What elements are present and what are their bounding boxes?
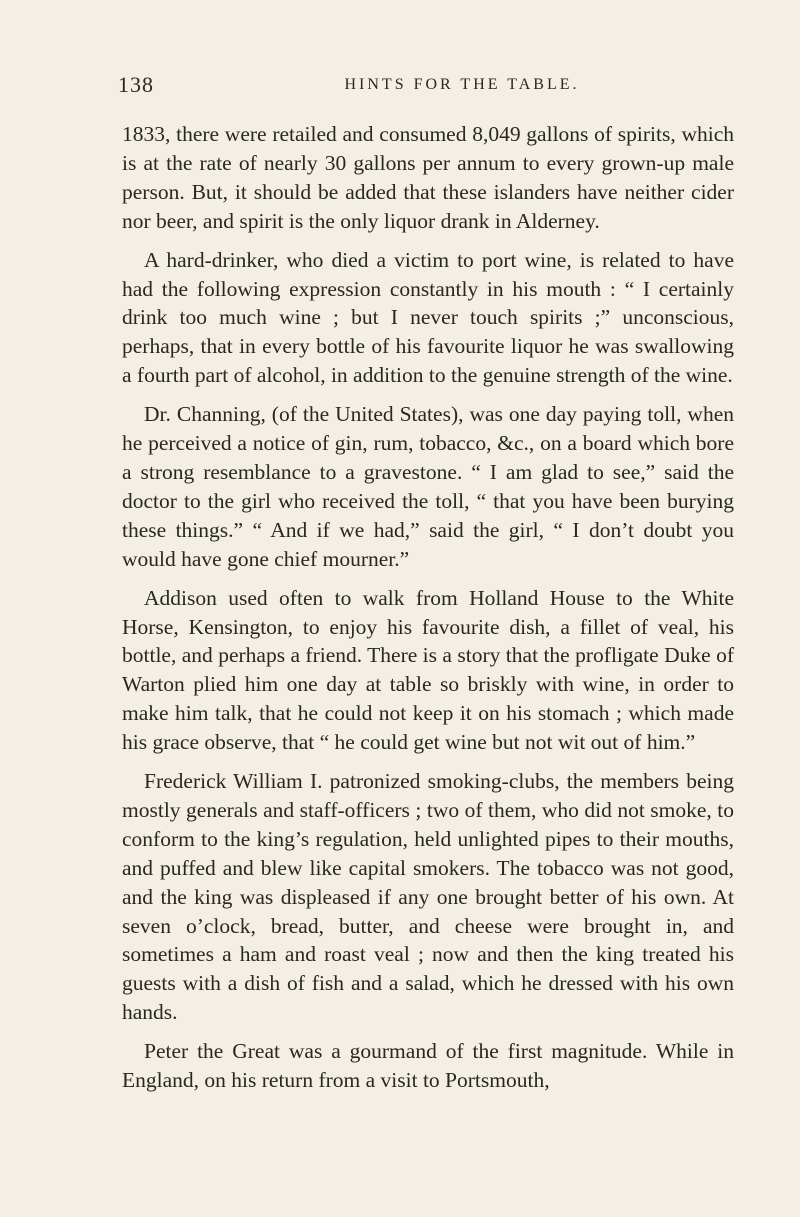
paragraph-alderney-spirits: 1833, there were retailed and consumed 8,049 gallons of spirits, which is at the rate of nearly 30 gallons per annum to every grown-up male person. But, it should be added that these islanders have neither cider nor beer, and spirit is the only liquor drank in Alderney. (122, 122, 734, 233)
running-head (118, 72, 736, 102)
page-number: 138 (118, 72, 154, 97)
paragraph-dr-channing: Dr. Channing, (of the United States), was one day paying toll, when he perceived a notice of gin, rum, tobacco, &c., on a board which bore a strong resemblance to a gravestone. “ I am glad to see,” said the doctor to the girl who received the toll, “ that you have been burying these things.” “ And if we had,” said the girl, “ I don’t doubt you would have gone chief mourner.” (122, 402, 734, 571)
paragraph-hard-drinker: A hard-drinker, who died a victim to port wine, is related to have had the following expression constantly in his mouth : “ I certainly drink too much wine ; but I never touch spirits ;” unconscious, perhaps, that in every bottle of his favourite liquor he was swallowing a fourth part of alcohol, in addition to the genuine strength of the wine. (122, 247, 734, 388)
paragraph-peter-the-great: Peter the Great was a gourmand of the first magnitude. While in England, on his return from a visit to Portsmouth, (122, 1039, 734, 1093)
body-text (122, 120, 734, 1105)
paragraph-addison: Addison used often to walk from Holland House to the White Horse, Kensington, to enjoy his favourite dish, a fillet of veal, his bottle, and perhaps a friend. There is a story that the profligate Duke of Warton plied him one day at table so briskly with wine, in order to make him talk, that he could not keep it on his stomach ; which made his grace observe, that “ he could get wine but not wit out of him.” (122, 585, 734, 755)
paragraph-frederick-william: Frederick William I. patronized smoking-clubs, the members being mostly generals and staff-officers ; two of them, who did not smoke, to conform to the king’s regulation, held unlighted pipes to their mouths, and puffed and blew like capital smokers. The tobacco was not good, and the king was displeased if any one brought better of his own. At seven o’clock, bread, butter, and cheese were brought in, and sometimes a ham and roast veal ; now and then the king treated his guests with a dish of fish and a salad, which he dressed with his own hands. (122, 769, 734, 1025)
running-title: HINTS FOR THE TABLE. (344, 76, 580, 93)
